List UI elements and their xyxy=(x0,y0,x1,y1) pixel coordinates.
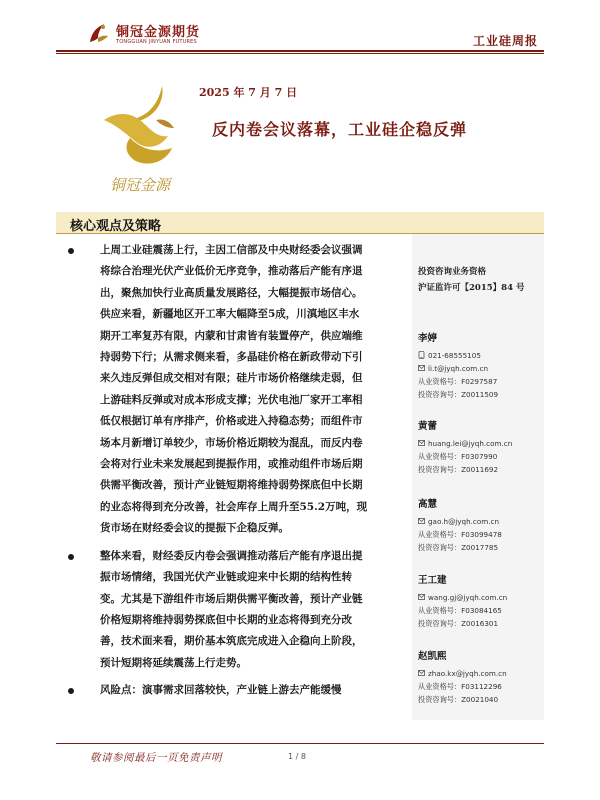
paragraph-line: 来久违反弹但成交相对有限；硅片市场价格继续走弱，但 xyxy=(100,372,363,385)
qualification-line: 投资咨询业务资格 xyxy=(418,267,487,277)
bullet-icon xyxy=(68,248,74,254)
email-address[interactable]: wang.gj@jyqh.com.cn xyxy=(428,593,508,602)
email-icon xyxy=(418,517,425,525)
analyst-card xyxy=(418,650,542,706)
email-address[interactable]: zhao.kx@jyqh.com.cn xyxy=(428,669,507,678)
email-address[interactable]: gao.h@jyqh.com.cn xyxy=(428,517,500,526)
license-line: 沪证监许可【2015】84 号 xyxy=(418,283,525,293)
paragraph-line: 期开工率复苏有限，内蒙和甘肃皆有装置停产，供应端维 xyxy=(100,329,363,342)
email-icon xyxy=(418,669,425,677)
analyst-advisory: 投资咨询号：Z0016301 xyxy=(418,619,499,628)
phone-number: 021-68555105 xyxy=(428,351,481,360)
analyst-cert: 从业资格号：F03099478 xyxy=(418,530,502,539)
analyst-name: 王工建 xyxy=(418,575,447,586)
analyst-name: 赵凯熙 xyxy=(418,651,447,662)
paragraph-line: 振市场情绪，我国光伏产业链或迎来中长期的结构性转 xyxy=(100,571,352,584)
qualification-block xyxy=(418,264,524,296)
footer-divider xyxy=(56,743,544,744)
analyst-cert: 从业资格号：F03112296 xyxy=(418,682,502,691)
analyst-advisory: 投资咨询号：Z0017785 xyxy=(418,543,499,552)
email-icon xyxy=(418,593,425,601)
analyst-card xyxy=(418,420,542,476)
analyst-advisory: 投资咨询号：Z0011692 xyxy=(418,465,499,474)
company-name-en: TONGGUAN JINYUAN FUTURES xyxy=(116,39,197,45)
analyst-cert: 从业资格号：F0307990 xyxy=(418,452,498,461)
emblem-text: 铜冠金源 xyxy=(110,176,171,194)
header-divider-thin xyxy=(56,53,544,54)
paragraph-line: 预计短期将延续震荡上行走势。 xyxy=(100,656,247,669)
page-header xyxy=(56,14,544,50)
main-content xyxy=(64,240,404,708)
section-title: 核心观点及策略 xyxy=(70,219,162,234)
paragraph-line: 整体来看，财经委反内卷会强调推动落后产能有序退出提 xyxy=(100,549,363,562)
paragraph-line: 场本月新增订单较少，市场价格近期较为混乱，而反内卷 xyxy=(100,436,363,449)
report-headline: 反内卷会议落幕，工业硅企稳反弹 xyxy=(212,120,468,139)
paragraph-line: 将综合治理光伏产业低价无序竞争，推动落后产能有序退 xyxy=(100,265,363,278)
analyst-email[interactable] xyxy=(418,437,542,450)
bullet-paragraph xyxy=(64,546,404,674)
analyst-email[interactable] xyxy=(418,591,542,604)
company-logo-icon xyxy=(86,20,110,46)
analyst-name: 黄蕾 xyxy=(418,421,438,432)
analyst-card xyxy=(418,498,542,554)
paragraph-line: 变。尤其是下游组件市场后期供需平衡改善，预计产业链 xyxy=(100,592,363,605)
analyst-name: 高慧 xyxy=(418,499,438,510)
footer-disclaimer: 敬请参阅最后一页免责声明 xyxy=(90,752,222,764)
analyst-advisory: 投资咨询号：Z0011509 xyxy=(418,390,499,399)
report-type: 工业硅周报 xyxy=(472,34,538,48)
report-date: 2025 年 7 月 7 日 xyxy=(199,86,298,99)
analyst-email[interactable] xyxy=(418,667,542,680)
header-divider xyxy=(56,50,544,52)
paragraph-line: 低仅根据订单有序排产，价格或进入持稳态势；而组件市 xyxy=(100,415,363,428)
analyst-email[interactable] xyxy=(418,515,542,528)
brand-emblem-icon xyxy=(100,82,200,200)
paragraph-line: 会将对行业未来发展起到提振作用，或推动组件市场后期 xyxy=(100,458,363,471)
analyst-sidebar xyxy=(412,234,544,720)
email-address[interactable]: huang.lei@jyqh.com.cn xyxy=(428,439,513,448)
paragraph-line: 价格短期将维持弱势探底但中长期的业态将得到充分改 xyxy=(100,613,352,626)
paragraph-line: 的业态将得到充分改善，社会库存上周升至55.2万吨，现 xyxy=(100,500,368,513)
paragraph-line: 上周工业硅震荡上行，主因工信部及中央财经委会议强调 xyxy=(100,244,363,256)
paragraph-line: 出，聚焦加快行业高质量发展路径，大幅提振市场信心。 xyxy=(100,286,363,299)
email-icon xyxy=(418,439,425,447)
bullet-paragraph xyxy=(64,240,404,540)
analyst-name: 李婷 xyxy=(418,333,438,344)
phone-icon xyxy=(418,351,425,359)
email-icon xyxy=(418,364,425,372)
bullet-icon xyxy=(68,554,74,560)
paragraph-line: 持弱势下行；从需求侧来看，多晶硅价格在新政带动下引 xyxy=(100,351,363,364)
paragraph-line: 上游硅料反弹或对成本形成支撑；光伏电池厂家开工率相 xyxy=(100,393,363,406)
paragraph-line: 风险点：演事需求回落较快，产业链上游去产能缓慢 xyxy=(100,684,342,697)
paragraph-line: 货市场在财经委会议的提振下企稳反弹。 xyxy=(100,522,289,535)
paragraph-line: 供需平衡改善，预计产业链短期将维持弱势探底但中长期 xyxy=(100,479,363,492)
analyst-card xyxy=(418,574,542,630)
page-number: 1 / 8 xyxy=(288,752,306,761)
analyst-phone xyxy=(418,349,542,362)
risk-paragraph xyxy=(64,680,404,701)
analyst-email[interactable] xyxy=(418,362,542,375)
analyst-card xyxy=(418,332,542,401)
company-logo xyxy=(86,20,246,50)
analyst-advisory: 投资咨询号：Z0021040 xyxy=(418,695,499,704)
company-name-cn: 铜冠金源期货 xyxy=(116,25,201,40)
bullet-icon xyxy=(68,688,74,694)
section-header xyxy=(56,212,544,234)
paragraph-line: 供应来看，新疆地区开工率大幅降至5成，川滇地区丰水 xyxy=(100,308,360,321)
paragraph-line: 善，技术面来看，期价基本筑底完成进入企稳向上阶段， xyxy=(100,635,363,648)
analyst-cert: 从业资格号：F0297587 xyxy=(418,377,498,386)
email-address[interactable]: li.t@jyqh.com.cn xyxy=(428,364,489,373)
analyst-cert: 从业资格号：F03084165 xyxy=(418,606,502,615)
